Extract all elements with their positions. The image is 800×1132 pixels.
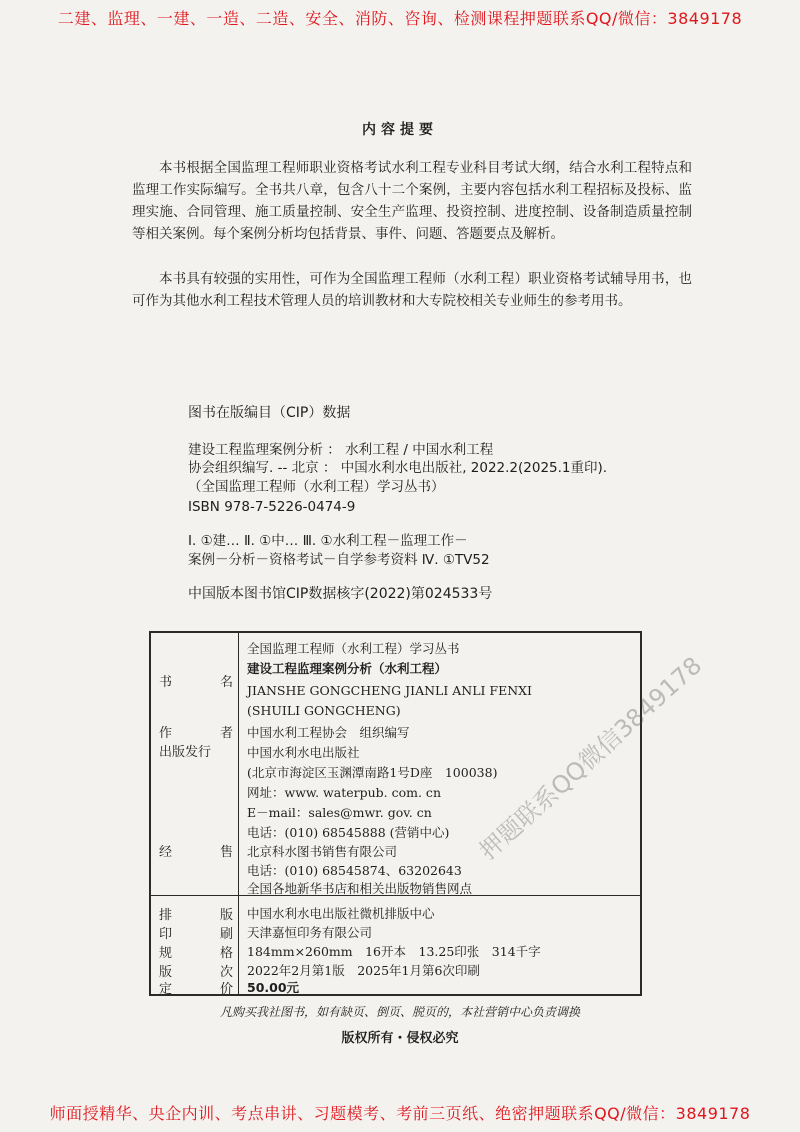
book-title-pinyin-2: (SHUILI GONGCHENG) (247, 703, 401, 718)
diagonal-watermark: 押题联系QQ微信3849178 (474, 651, 708, 866)
book-title-cn: 建设工程监理案例分析（水利工程） (247, 661, 448, 676)
label-edition: 版 次 (159, 965, 233, 980)
publisher-website: 网址：www. waterpub. com. cn (247, 785, 441, 800)
author: 中国水利工程协会 组织编写 (247, 725, 410, 740)
cip-classification-2: 案例－分析－资格考试－自学参考资料 Ⅳ. ①TV52 (188, 552, 490, 568)
sales-outlets: 全国各地新华书店和相关出版物销售网点 (247, 881, 473, 896)
cip-heading: 图书在版编目（CIP）数据 (188, 405, 351, 421)
cip-verification-number: 中国版本图书馆CIP数据核字(2022)第024533号 (188, 586, 493, 602)
label-typeset: 排 版 (159, 908, 233, 923)
printer: 天津嘉恒印务有限公司 (247, 925, 373, 940)
publisher-phone: 电话：(010) 68545888 (营销中心) (247, 825, 450, 840)
cip-series: （全国监理工程师（水利工程）学习丛书） (188, 479, 445, 495)
replacement-note: 凡购买我社图书，如有缺页、倒页、脱页的，本社营销中心负责调换 (219, 1005, 580, 1019)
copyright-info-table (149, 631, 642, 996)
label-price: 定 价 (159, 982, 233, 997)
label-distributor: 经 售 (159, 845, 233, 860)
label-publisher: 出版发行 (159, 745, 212, 760)
typesetter: 中国水利水电出版社微机排版中心 (247, 906, 435, 921)
cip-isbn: ISBN 978-7-5226-0474-9 (188, 499, 356, 515)
label-spec: 规 格 (159, 946, 233, 961)
label-author: 作 者 (159, 726, 233, 741)
label-printing: 印 刷 (159, 927, 233, 942)
book-title-pinyin-1: JIANSHE GONGCHENG JIANLI ANLI FENXI (247, 683, 532, 698)
cip-title-line: 建设工程监理案例分析 ： 水利工程 / 中国水利工程 (188, 442, 494, 458)
publisher-email: E－mail：sales@mwr. gov. cn (247, 805, 432, 820)
abstract-paragraph-1: 本书根据全国监理工程师职业资格考试水利工程专业科目考试大纲，结合水利工程特点和监理工作实际编写。全书共八章，包含八十二个案例，主要内容包括水利工程招标及投标、监理实施、合同管理、施工质量控制、安全生产监理、投资控制、进度控制、设备制造质量控制等相关案例。每个案例分析均包括背景、事件、问题、答题要点及解析。 (132, 160, 692, 242)
price: 50.00元 (247, 980, 300, 995)
publisher-address: (北京市海淀区玉渊潭南路1号D座 100038) (247, 765, 498, 780)
book-spec: 184mm×260mm 16开本 13.25印张 314千字 (247, 944, 541, 959)
label-book-title: 书 名 (159, 675, 233, 690)
book-series: 全国监理工程师（水利工程）学习丛书 (247, 641, 460, 656)
distributor-phone: 电话：(010) 68545874、63202643 (247, 863, 462, 878)
table-column-divider (238, 633, 239, 994)
edition: 2022年2月第1版 2025年1月第6次印刷 (247, 963, 480, 978)
distributor: 北京科水图书销售有限公司 (247, 844, 398, 859)
bottom-promo-banner: 师面授精华、央企内训、考点串讲、习题模考、考前三页纸、绝密押题联系QQ/微信：3849178 (49, 1104, 751, 1123)
cip-title-line-2: 协会组织编写. -- 北京 ： 中国水利水电出版社, 2022.2(2025.1重印). (188, 460, 608, 476)
abstract-paragraph-2: 本书具有较强的实用性，可作为全国监理工程师（水利工程）职业资格考试辅导用书，也可作为其他水利工程技术管理人员的培训教材和大专院校相关专业师生的参考用书。 (132, 271, 692, 309)
cip-classification-1: Ⅰ. ①建… Ⅱ. ①中… Ⅲ. ①水利工程－监理工作－ (188, 533, 468, 549)
publisher: 中国水利水电出版社 (247, 745, 360, 760)
abstract-title: 内容提要 (362, 122, 438, 138)
copyright-notice: 版权所有・侵权必究 (341, 1031, 459, 1046)
top-promo-banner: 二建、监理、一建、一造、二造、安全、消防、咨询、检测课程押题联系QQ/微信：3849178 (57, 9, 743, 28)
